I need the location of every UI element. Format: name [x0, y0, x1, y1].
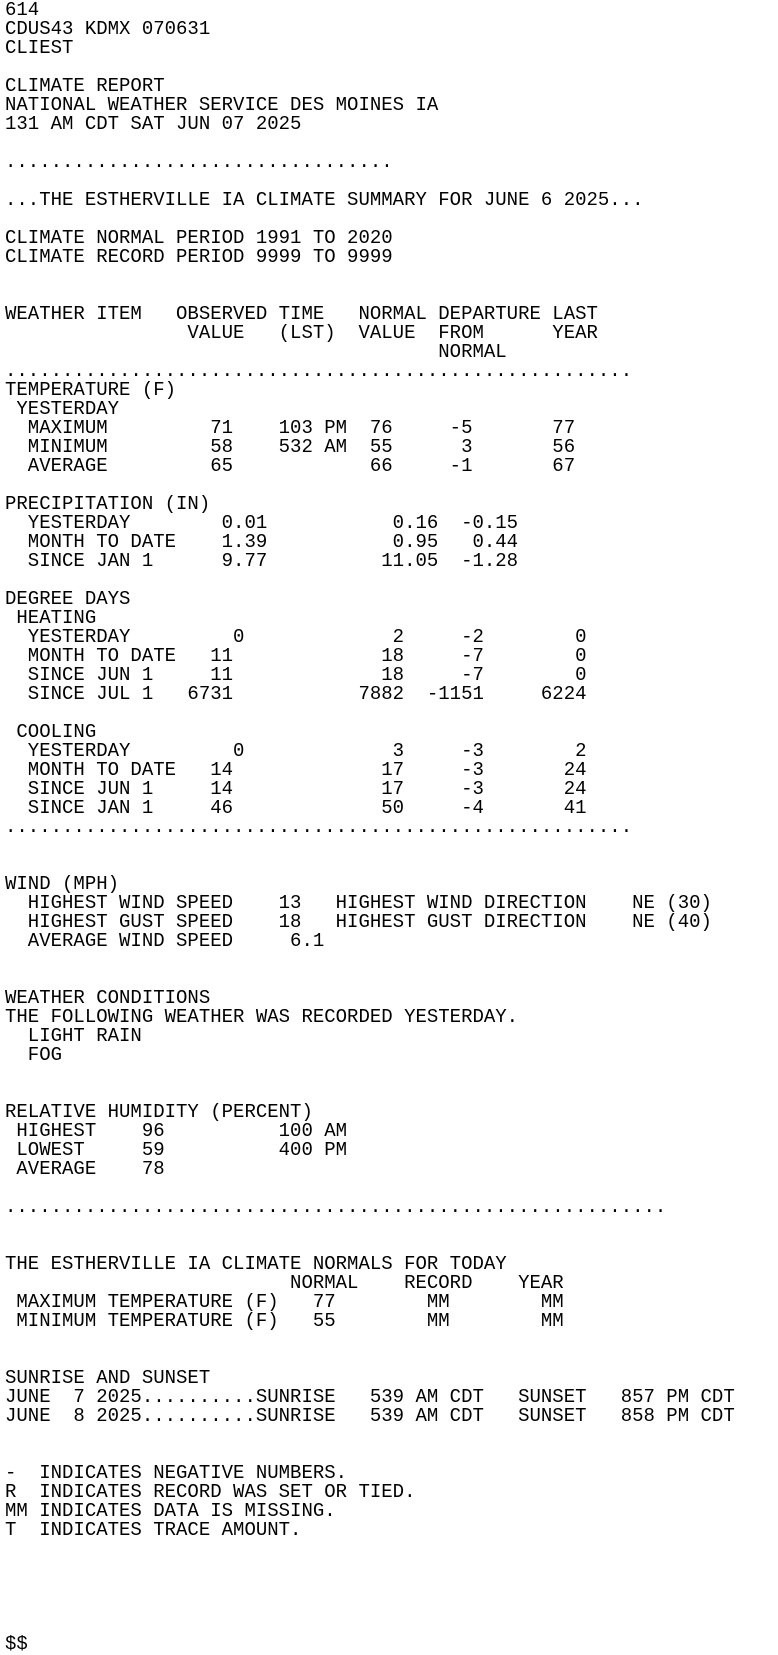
report-line: HEATING — [5, 607, 97, 629]
report-line: ...THE ESTHERVILLE IA CLIMATE SUMMARY FOR JUNE 6 2025... — [5, 189, 644, 211]
report-line: HIGHEST GUST SPEED 18 HIGHEST GUST DIRECTION NE (40) — [5, 911, 712, 933]
report-line — [5, 1559, 778, 1578]
report-line: .......................................................... — [5, 1196, 667, 1218]
report-line: CLIMATE RECORD PERIOD 9999 TO 9999 — [5, 246, 393, 268]
report-line: AVERAGE WIND SPEED 6.1 — [5, 930, 325, 952]
report-line: JUNE 7 2025..........SUNRISE 539 AM CDT SUNSET 857 PM CDT — [5, 1386, 735, 1408]
report-line: T INDICATES TRACE AMOUNT. — [5, 1519, 302, 1541]
report-line: - INDICATES NEGATIVE NUMBERS. — [5, 1462, 348, 1484]
report-line: THE ESTHERVILLE IA CLIMATE NORMALS FOR TODAY — [5, 1253, 507, 1275]
report-line: TEMPERATURE (F) — [5, 379, 177, 401]
report-line: MINIMUM TEMPERATURE (F) 55 MM MM — [5, 1310, 564, 1332]
report-line: 614 — [5, 0, 40, 21]
report-line: CDUS43 KDMX 070631 — [5, 18, 211, 40]
report-line: MONTH TO DATE 14 17 -3 24 — [5, 759, 587, 781]
report-line — [5, 1065, 778, 1084]
report-line — [5, 1426, 778, 1445]
report-line — [5, 1578, 778, 1597]
report-line — [5, 1540, 778, 1559]
report-line: DEGREE DAYS — [5, 588, 131, 610]
report-line — [5, 1217, 778, 1236]
report-line: YESTERDAY — [5, 398, 120, 420]
report-line: CLIMATE NORMAL PERIOD 1991 TO 2020 — [5, 227, 393, 249]
report-line: PRECIPITATION (IN) — [5, 493, 211, 515]
report-line: AVERAGE 78 — [5, 1158, 165, 1180]
report-line: LOWEST 59 400 PM — [5, 1139, 348, 1161]
report-line: YESTERDAY 0 2 -2 0 — [5, 626, 587, 648]
report-line — [5, 837, 778, 856]
report-line — [5, 856, 778, 875]
report-line: SINCE JUN 1 14 17 -3 24 — [5, 778, 587, 800]
report-line: YESTERDAY 0 3 -3 2 — [5, 740, 587, 762]
report-line: MONTH TO DATE 1.39 0.95 0.44 — [5, 531, 519, 553]
report-line: AVERAGE 65 66 -1 67 — [5, 455, 576, 477]
report-line: NORMAL RECORD YEAR — [5, 1272, 564, 1294]
report-line: SINCE JUN 1 11 18 -7 0 — [5, 664, 587, 686]
report-line — [5, 1331, 778, 1350]
report-line: VALUE (LST) VALUE FROM YEAR — [5, 322, 598, 344]
report-line — [5, 1616, 778, 1635]
report-line — [5, 951, 778, 970]
report-line: WEATHER CONDITIONS — [5, 987, 211, 1009]
report-line — [5, 1597, 778, 1616]
report-line: 131 AM CDT SAT JUN 07 2025 — [5, 113, 302, 135]
report-line: SUNRISE AND SUNSET — [5, 1367, 211, 1389]
report-line: FOG — [5, 1044, 63, 1066]
report-line: MAXIMUM TEMPERATURE (F) 77 MM MM — [5, 1291, 564, 1313]
report-line: HIGHEST 96 100 AM — [5, 1120, 348, 1142]
report-line: ....................................................... — [5, 360, 633, 382]
report-line: SINCE JUL 1 6731 7882 -1151 6224 — [5, 683, 587, 705]
report-line: LIGHT RAIN — [5, 1025, 142, 1047]
report-line: HIGHEST WIND SPEED 13 HIGHEST WIND DIRECTION NE (30) — [5, 892, 712, 914]
report-line: NATIONAL WEATHER SERVICE DES MOINES IA — [5, 94, 439, 116]
report-line: COOLING — [5, 721, 97, 743]
report-line: CLIMATE REPORT — [5, 75, 165, 97]
report-line: SINCE JAN 1 46 50 -4 41 — [5, 797, 587, 819]
report-line: .................................. — [5, 151, 393, 173]
report-line: MINIMUM 58 532 AM 55 3 56 — [5, 436, 576, 458]
report-line: YESTERDAY 0.01 0.16 -0.15 — [5, 512, 519, 534]
report-line: THE FOLLOWING WEATHER WAS RECORDED YESTERDAY. — [5, 1006, 519, 1028]
report-line: MAXIMUM 71 103 PM 76 -5 77 — [5, 417, 576, 439]
report-line: $$ — [5, 1633, 28, 1655]
report-line: SINCE JAN 1 9.77 11.05 -1.28 — [5, 550, 519, 572]
report-line: MONTH TO DATE 11 18 -7 0 — [5, 645, 587, 667]
report-line: MM INDICATES DATA IS MISSING. — [5, 1500, 336, 1522]
report-line: JUNE 8 2025..........SUNRISE 539 AM CDT SUNSET 858 PM CDT — [5, 1405, 735, 1427]
report-line: CLIEST — [5, 37, 74, 59]
report-line: WEATHER ITEM OBSERVED TIME NORMAL DEPARTURE LAST — [5, 303, 598, 325]
report-line — [5, 267, 778, 286]
report-line: NORMAL — [5, 341, 507, 363]
report-line: RELATIVE HUMIDITY (PERCENT) — [5, 1101, 313, 1123]
report-line: WIND (MPH) — [5, 873, 120, 895]
report-line — [5, 704, 778, 723]
report-line: ....................................................... — [5, 816, 633, 838]
report-line: R INDICATES RECORD WAS SET OR TIED. — [5, 1481, 416, 1503]
